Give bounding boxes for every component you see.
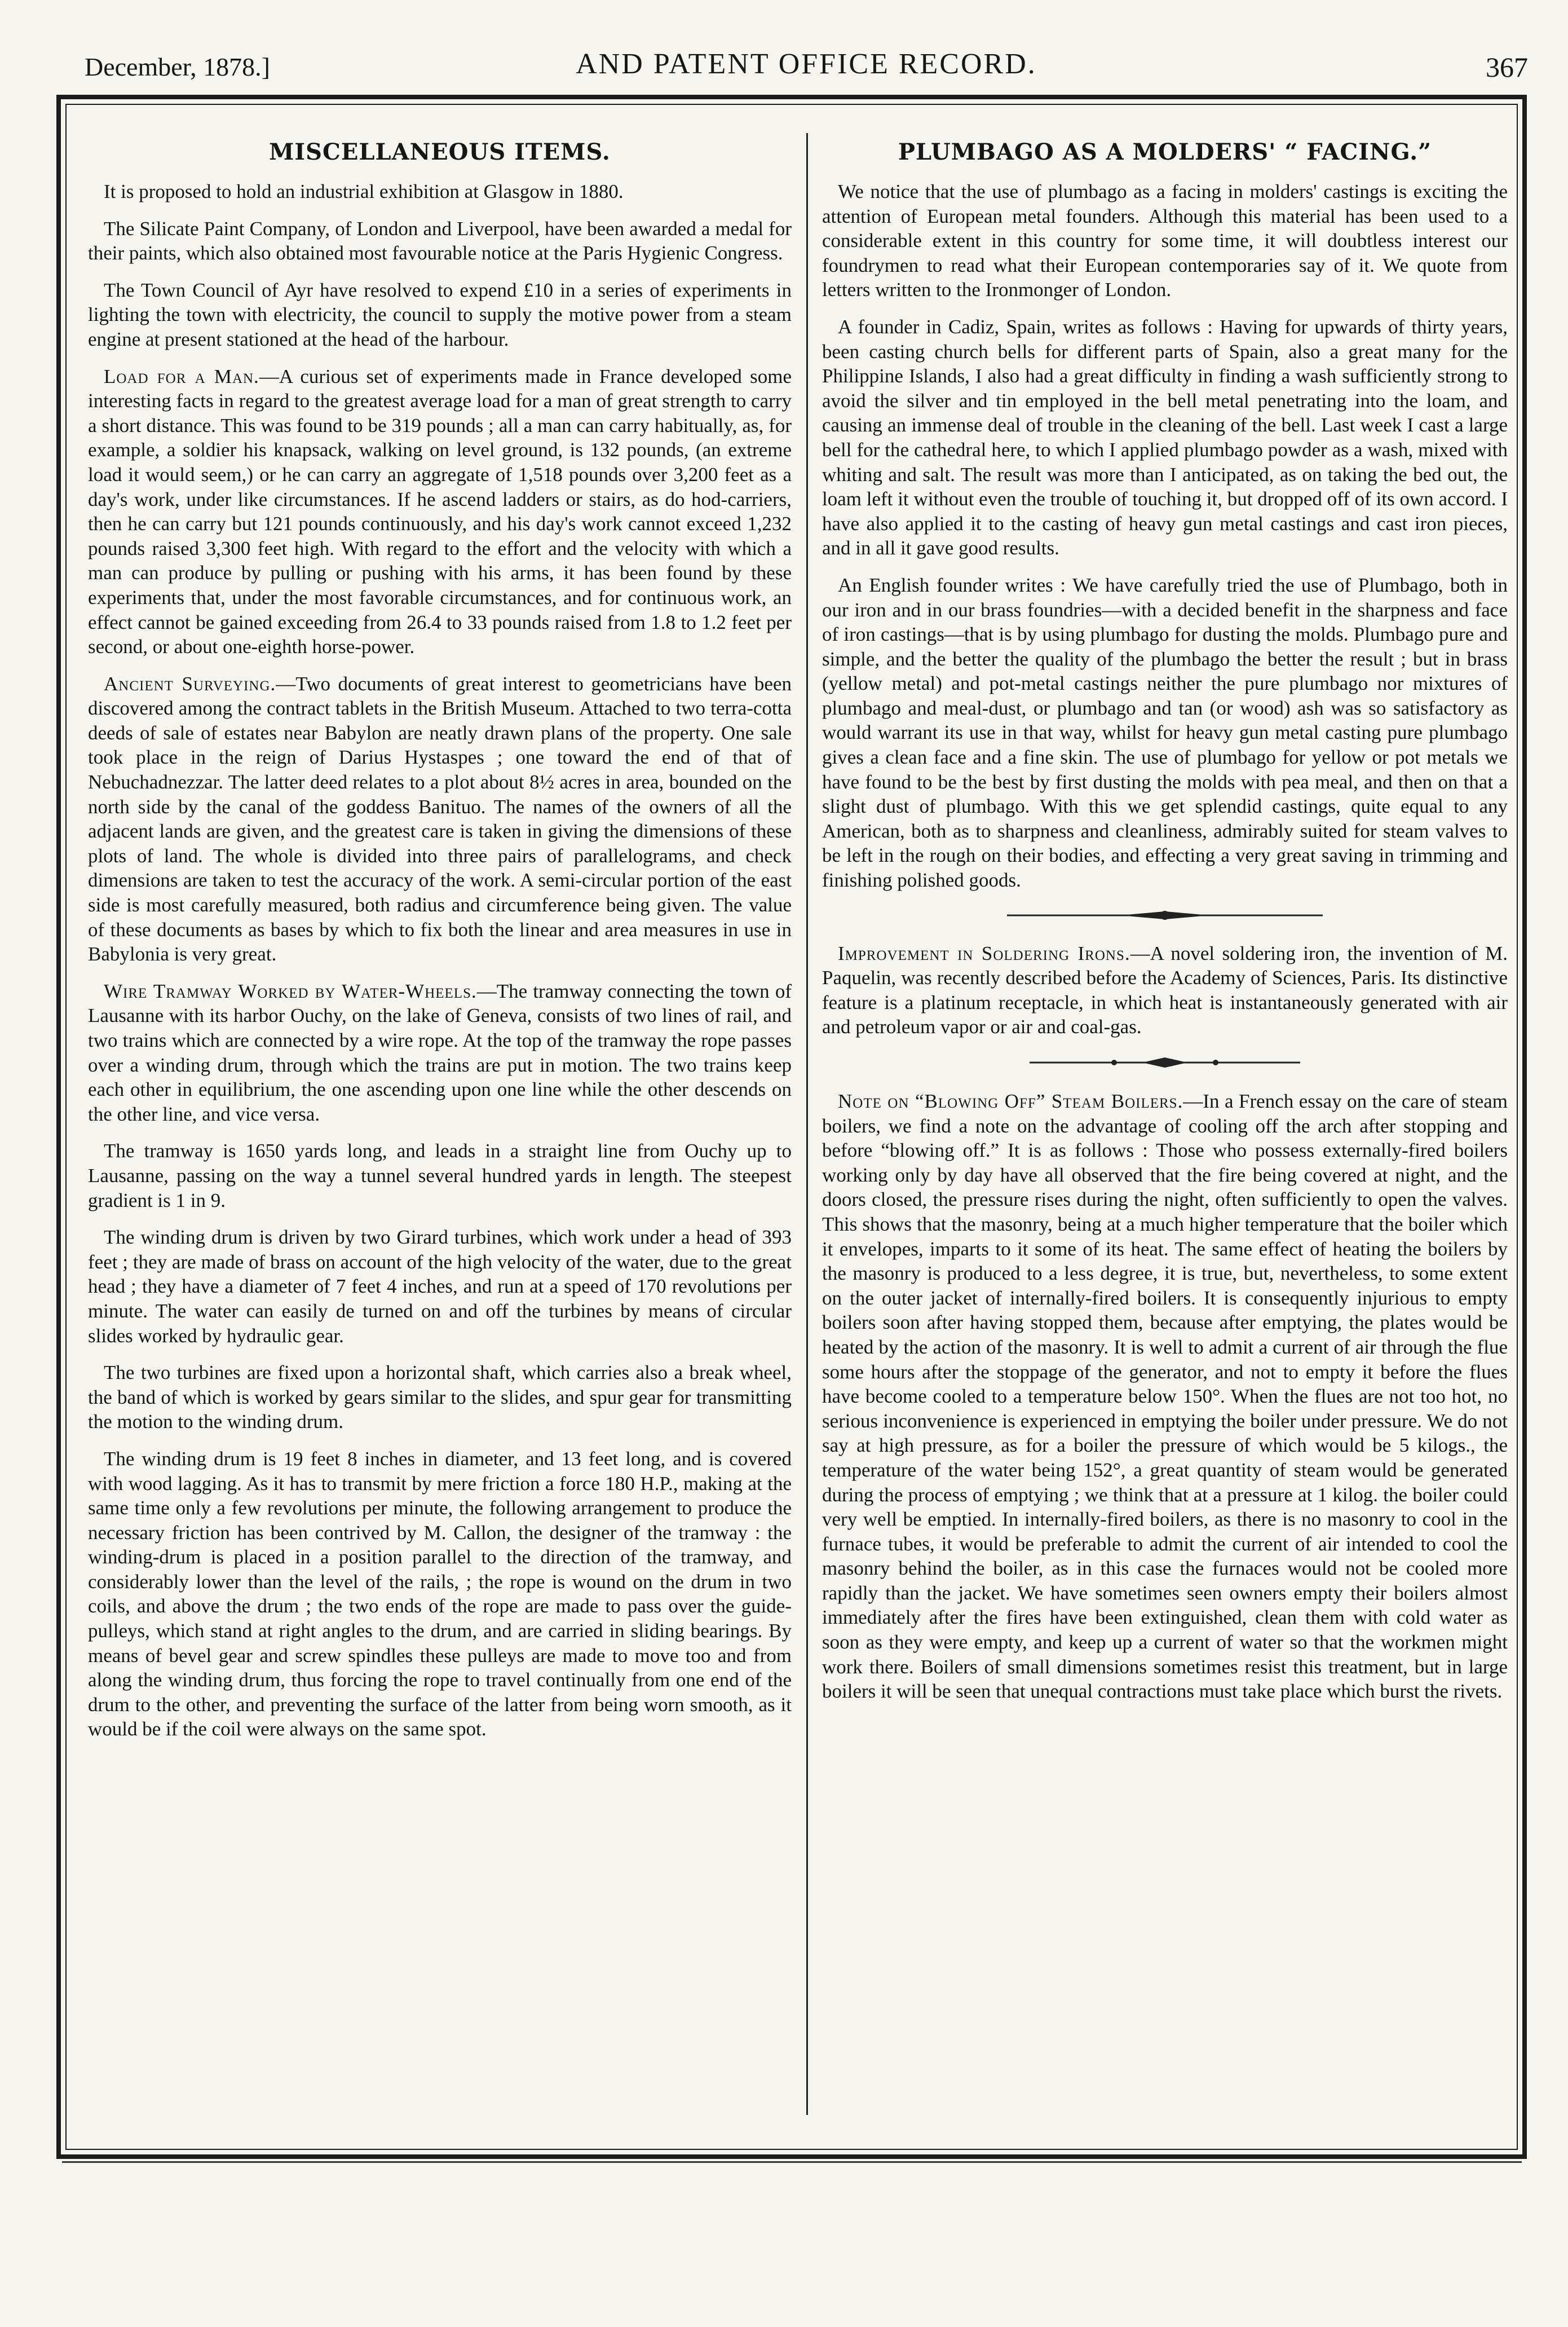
right-column bbox=[822, 139, 1508, 2104]
misc-item-paragraph bbox=[88, 217, 792, 266]
plumbago-paragraph bbox=[822, 179, 1508, 302]
misc-item-paragraph bbox=[88, 979, 792, 1127]
plumbago-text: A founder in Cadiz, Spain, writes as follows : Having for upwards of thirty years, been casting church bells for different parts of Spain, also a great many for the Philippine Islands, I also had a great difficulty in finding a wash sufficiently strong to avoid the silver and tin employed in the bell metal penetrating into the loam, and causing an immense deal of trouble in the cleaning of the bell. Last week I cast a large bell for the cathedral here, to which I applied plumbago powder as a wash, mixed with whiting and salt. The result was more than I anticipated, as on taking the bed out, the loam left it without even the trouble of touching it, but dropped off of its own accord. I have also applied it to the casting of heavy gun metal castings and cast iron pieces, and in all it gave good results. bbox=[822, 315, 1508, 559]
plumbago-text: We notice that the use of plumbago as a facing in molders' castings is exciting the attention of European metal founders. Although this material has been used to a considerable extent in this country for some time, it will doubtless interest our foundrymen to read what their European contemporaries say of it. We quote from letters written to the Ironmonger of London. bbox=[822, 180, 1508, 301]
misc-item-text: The winding drum is driven by two Girard turbines, which work under a head of 393 feet ; they are made of brass on account of the high velocity of the water, due to the great head ; they have a diameter of 7 feet 4 inches, and run at a speed of 170 revolutions per minute. The water can easily de turned on and off the turbines by means of circular slides worked by hydraulic gear. bbox=[88, 1226, 792, 1347]
misc-item-paragraph bbox=[88, 1447, 792, 1742]
misc-item-lead: Load for a Man. bbox=[104, 365, 259, 387]
soldering-lead: Improvement in Soldering Irons. bbox=[838, 942, 1130, 964]
ornament-rule-icon bbox=[1007, 910, 1323, 921]
plumbago-text: An English founder writes : We have carefully tried the use of Plumbago, both in our iron and in our brass foundries—with a decided benefit in the sharpness and face of iron castings—that is by using plumbago for dusting the molds. Plumbago pure and simple, and the better the quality of the plumbago the better the result ; but in brass (yellow metal) and pot-metal castings neither the pure plumbago nor mixtures of plumbago and meal-dust, or plumbago and tan (or wood) ash was so satisfactory as would warrant its use in that way, whilst for heavy gun metal casting pure plumbago gives a clean face and a fine skin. The use of plumbago for yellow or pot metals we have found to be the best by first dusting the molds with pea meal, and then on that a slight dust of plumbago. With this we get splendid castings, quite equal to any American, both as to sharpness and cleanliness, admirably suited for steam valves to be left in the rough on their bodies, and effecting a very great saving in trimming and finishing polished goods. bbox=[822, 574, 1508, 892]
misc-item-paragraph bbox=[88, 364, 792, 659]
misc-item-paragraph bbox=[88, 1139, 792, 1213]
misc-item-text: —A curious set of experiments made in France developed some interesting facts in regard to the greatest average load for a man of great strength to carry a short distance. This was found to be 319 pounds ; all a man can carry habitually, as, for example, a soldier his knapsack, walking on level ground, is 132 pounds, (an extreme load it would seem,) or he can carry an aggregate of 1,518 pounds over 3,200 feet as a day's work, under like circumstances. If he ascend ladders or stairs, as do hod-carriers, then he can carry but 121 pounds continuously, and his day's work cannot exceed 1,232 pounds raised 3,300 feet high. With regard to the effort and the velocity with which a man can produce by pulling or pushing with his arms, it has been found by these experiments that, under the most favorable circumstances, and for continuous work, an effect cannot be gained exceeding from 26.4 to 33 pounds raised from 1.8 to 1.2 feet per second, or about one-eighth horse-power. bbox=[88, 365, 792, 658]
ornament-rule-icon bbox=[1030, 1056, 1300, 1069]
miscellaneous-heading: MISCELLANEOUS ITEMS. bbox=[269, 139, 611, 165]
misc-item-paragraph bbox=[88, 1360, 792, 1434]
misc-item-text: The two turbines are fixed upon a horizontal shaft, which carries also a break wheel, the band of which is worked by gears similar to the slides, and spur gear for transmitting the motion to the winding drum. bbox=[88, 1361, 792, 1433]
soldering-article bbox=[822, 941, 1508, 1039]
misc-item-text: The tramway is 1650 yards long, and leads in a straight line from Ouchy up to Lausanne, passing on the way a tunnel several hundred yards in length. The steepest gradient is 1 in 9. bbox=[88, 1140, 792, 1211]
journal-title: AND PATENT OFFICE RECORD. bbox=[576, 48, 1037, 80]
misc-item-text: The winding drum is 19 feet 8 inches in diameter, and 13 feet long, and is covered with wood lagging. As it has to transmit by mere friction a force 180 H.P., making at the same time only a few revolutions per minute, the following arrangement to produce the necessary friction has been contrived by M. Callon, the designer of the tramway : the winding-drum is placed in a position parallel to the direction of the tramway, and considerably lower than the level of the rails, ; the rope is wound on the drum in two coils, and above the drum ; the two ends of the rope are made to pass over the guide-pulleys, which stand at right angles to the drum, and are carried in sliding bearings. By means of bevel gear and screw spindles these pulleys are made to move too and from along the winding drum, thus forcing the rope to travel continually from one end of the drum to the other, and preventing the surface of the latter from being worn smooth, as it would be if the coil were always on the same spot. bbox=[88, 1447, 792, 1740]
boilers-paragraph bbox=[822, 1089, 1508, 1704]
misc-item-paragraph bbox=[88, 1225, 792, 1348]
plumbago-paragraph bbox=[822, 315, 1508, 561]
left-column bbox=[88, 139, 792, 2104]
misc-item-paragraph bbox=[88, 179, 792, 204]
misc-item-text: The Silicate Paint Company, of London and Liverpool, have been awarded a medal for their paints, which also obtained most favourable notice at the Paris Hygienic Congress. bbox=[88, 217, 792, 265]
misc-item-paragraph bbox=[88, 672, 792, 967]
page-number: 367 bbox=[1486, 51, 1528, 83]
misc-item-text: The Town Council of Ayr have resolved to expend £10 in a series of experiments in lighting the town with electricity, the council to supply the motive power from a steam engine at present stationed at the head of the harbour. bbox=[88, 279, 792, 350]
plumbago-heading: PLUMBAGO AS A MOLDERS' “ FACING.” bbox=[898, 139, 1432, 165]
misc-item-text: —The tramway connecting the town of Lausanne with its harbor Ouchy, on the lake of Geneva, consists of two lines of rail, and two trains which are connected by a wire rope. At the top of the tramway the rope passes over a winding drum, through which the trains are put in motion. The two trains keep each other in equilibrium, the one ascending upon one line while the other descends on the other line, and vice versa. bbox=[88, 980, 792, 1125]
plumbago-paragraph bbox=[822, 573, 1508, 893]
bottom-rule bbox=[62, 2161, 1522, 2163]
misc-item-lead: Ancient Surveying. bbox=[104, 672, 276, 695]
misc-item-lead: Wire Tramway Worked by Water-Wheels. bbox=[104, 980, 477, 1002]
issue-date: December, 1878.] bbox=[85, 52, 270, 81]
soldering-text: —A novel soldering iron, the invention of M. Paquelin, was recently described before the Academy of Sciences, Paris. Its distinctive feature is a platinum receptacle, in which heat is instantaneously generated with air and petroleum vapor or air and coal-gas. bbox=[822, 942, 1508, 1038]
left-articles bbox=[88, 179, 792, 1742]
column-divider bbox=[806, 133, 808, 2115]
plumbago-article bbox=[822, 179, 1508, 893]
running-head bbox=[85, 47, 1528, 92]
misc-item-text: —Two documents of great interest to geometricians have been discovered among the contract tablets in the British Museum. Attached to two terra-cotta deeds of sale of estates near Babylon are neatly drawn plans of the property. One sale took place in the reign of Darius Hystaspes ; one toward the end of that of Nebuchadnezzar. The latter deed relates to a plot about 8½ acres in area, bounded on the north side by the canal of the goddess Banituo. The names of the owners of all the adjacent lands are given, and the greatest care is taken in giving the dimensions of these plots of land. The whole is divided into three pairs of parallelograms, and check dimensions are taken to test the accuracy of the work. A semi-circular portion of the east side is most carefully measured, both radius and circumference being given. The value of these documents as bases by which to fix both the linear and area measures in use in Babylonia is very great. bbox=[88, 672, 792, 966]
page-frame bbox=[56, 95, 1527, 2159]
misc-item-text: It is proposed to hold an industrial exhibition at Glasgow in 1880. bbox=[104, 180, 624, 202]
boilers-text: —In a French essay on the care of steam boilers, we find a note on the advantage of cooling off the arch after stopping and before “blowing off.” It is as follows : Those who possess externally-fired boilers working only by day have all observed that the fire being covered at night, and the doors closed, the pressure rises during the night, often sufficiently to open the valves. This shows that the masonry, being at a much higher temperature that the boiler which it envelopes, imparts to it some of its heat. The same effect of heating the boilers by the masonry is produced to a less degree, it is true, but, nevertheless, to some extent on the outer jacket of internally-fired boilers. It is consequently injurious to empty boilers soon after having stopped them, because after emptying, the plates would be heated by the action of the masonry. It is well to admit a current of air through the flue some hours after the stoppage of the generator, and not to empty it before the flues have become cooled to a temperature below 150°. When the flues are not too hot, no serious inconvenience is experienced in emptying the boiler under pressure. We do not say at high pressure, as for a boiler the pressure of which would be 5 kilogs., the temperature of the water being 152°, a great quantity of steam would be generated during the process of emptying ; we think that at a pressure at 1 kilog. the boiler could very well be emptied. In internally-fired boilers, as there is no masonry to cool in the furnace tubes, it would be preferable to admit the current of air intended to cool the masonry behind the boiler, as in this case the furnaces would not be cooled more rapidly than the jacket. We have sometimes seen owners empty their boilers almost immediately after the fires have been extinguished, clean them with cold water as soon as they were empty, and keep up a current of water so that the workmen might work there. Boilers of small dimensions sometimes resist this treatment, but in large boilers it will be seen that unequal contractions must take place which burst the rivets. bbox=[822, 1090, 1508, 1703]
boilers-lead: Note on “Blowing Off” Steam Boilers. bbox=[838, 1090, 1183, 1112]
misc-item-paragraph bbox=[88, 278, 792, 352]
ornament-divider-1 bbox=[822, 910, 1508, 921]
ornament-divider-2 bbox=[822, 1056, 1508, 1069]
boilers-article bbox=[822, 1089, 1508, 1704]
